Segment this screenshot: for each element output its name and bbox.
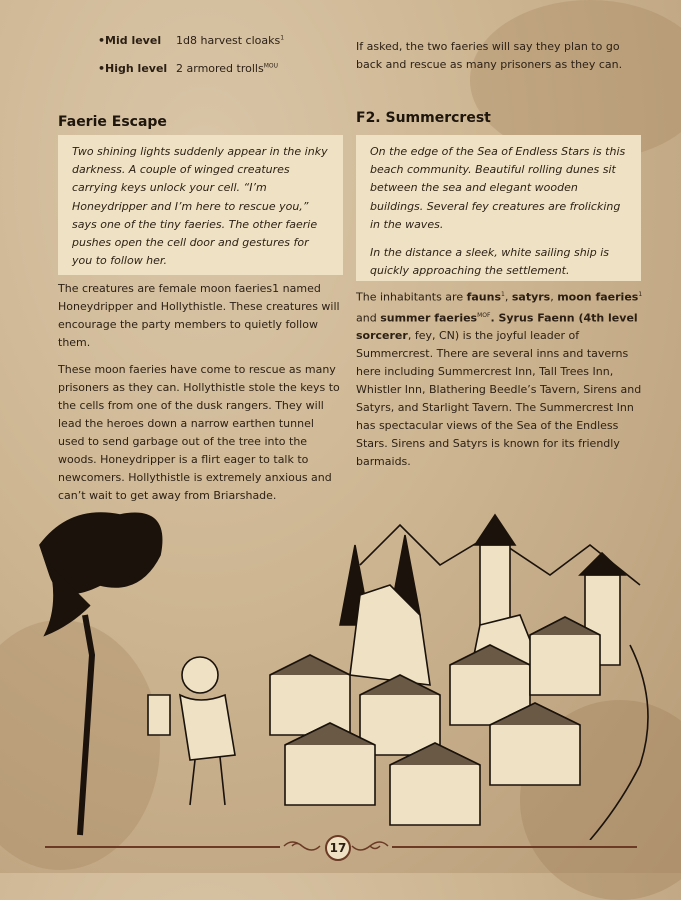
level-value: 2 armored trolls (176, 62, 264, 75)
boxed-text-faerie-escape (58, 135, 343, 275)
footer-ornament-icon (282, 838, 322, 854)
creature-name: satyrs (511, 290, 551, 304)
boxed-text-summercrest (356, 135, 641, 281)
paragraph: These moon faeries have come to rescue as many prisoners as they can. Hollythistle stole the keys to the cells from one of the dusk rangers. They will lead the heroes down a narrow earthen tunnel used to send garbage out of the tree into the woods. Honeydripper is a flirt eager to talk to newcomers. Hollythistle is extremely anxious and can’t wait to get away from Briarshade. (58, 363, 340, 502)
boxed-text: Two shining lights suddenly appear in the inky darkness. A couple of winged creatures carrying keys unlock your cell. “I’m Honeydripper and I’m here to rescue you,” says one of the tiny faeries. The other faerie pushes open the cell door and gestures for you to follow her. (72, 145, 328, 268)
village-illustration (30, 505, 660, 840)
level-label: •High level (98, 62, 168, 75)
footer-ornament-icon (350, 838, 390, 854)
section-heading-faerie-escape: Faerie Escape (58, 114, 167, 130)
boxed-text: On the edge of the Sea of Endless Stars is this beach community. Beautiful rolling dunes sit between the sea and elegant wooden buildings. Several fey creatures are frolicking in the waves. (370, 145, 626, 231)
footer-rule-right (392, 846, 637, 848)
paragraph: The creatures are female moon faeries1 named Honeydripper and Hollythistle. These creatures will encourage the party members to quietly follow them. (58, 282, 340, 349)
level-sup: MOU (263, 62, 279, 70)
level-sup: 1 (280, 34, 285, 42)
page-number: 17 (325, 835, 351, 861)
level-value: 1d8 harvest cloaks (176, 34, 281, 47)
summercrest-body: The inhabitants are fauns$^1$, satyrs, moon faeries$^1$ and summer faeries$^{MOF}$. Syrus Faenn (4th level sorcerer, fey, CN) is the joyful leader of Summercrest. There are several inns and taverns here including Summercrest Inn, Tall Trees Inn, Whistler Inn, Blathering Beedle’s Tavern, Sirens and Satyrs, and Starlight Tavern. The Summercrest Inn has spectacular views of the Sea of the Endless Stars. Sirens and Satyrs is known for its friendly barmaids. (356, 290, 643, 469)
faerie-escape-body (58, 280, 340, 514)
creature-name: fauns (466, 290, 502, 304)
right-intro: If asked, the two faeries will say they plan to go back and rescue as many prisoners as they can. (356, 40, 623, 71)
footer-rule-left (45, 846, 280, 848)
creature-name: moon faeries (557, 290, 639, 304)
boxed-text: In the distance a sleek, white sailing ship is quickly approaching the settlement. (370, 246, 610, 278)
npc-name: Syrus Faenn (4th level sorcerer (356, 311, 638, 343)
section-heading-summercrest: F2. Summercrest (356, 110, 491, 126)
level-label: •Mid level (98, 34, 162, 47)
creature-name: summer faeries (380, 311, 478, 325)
